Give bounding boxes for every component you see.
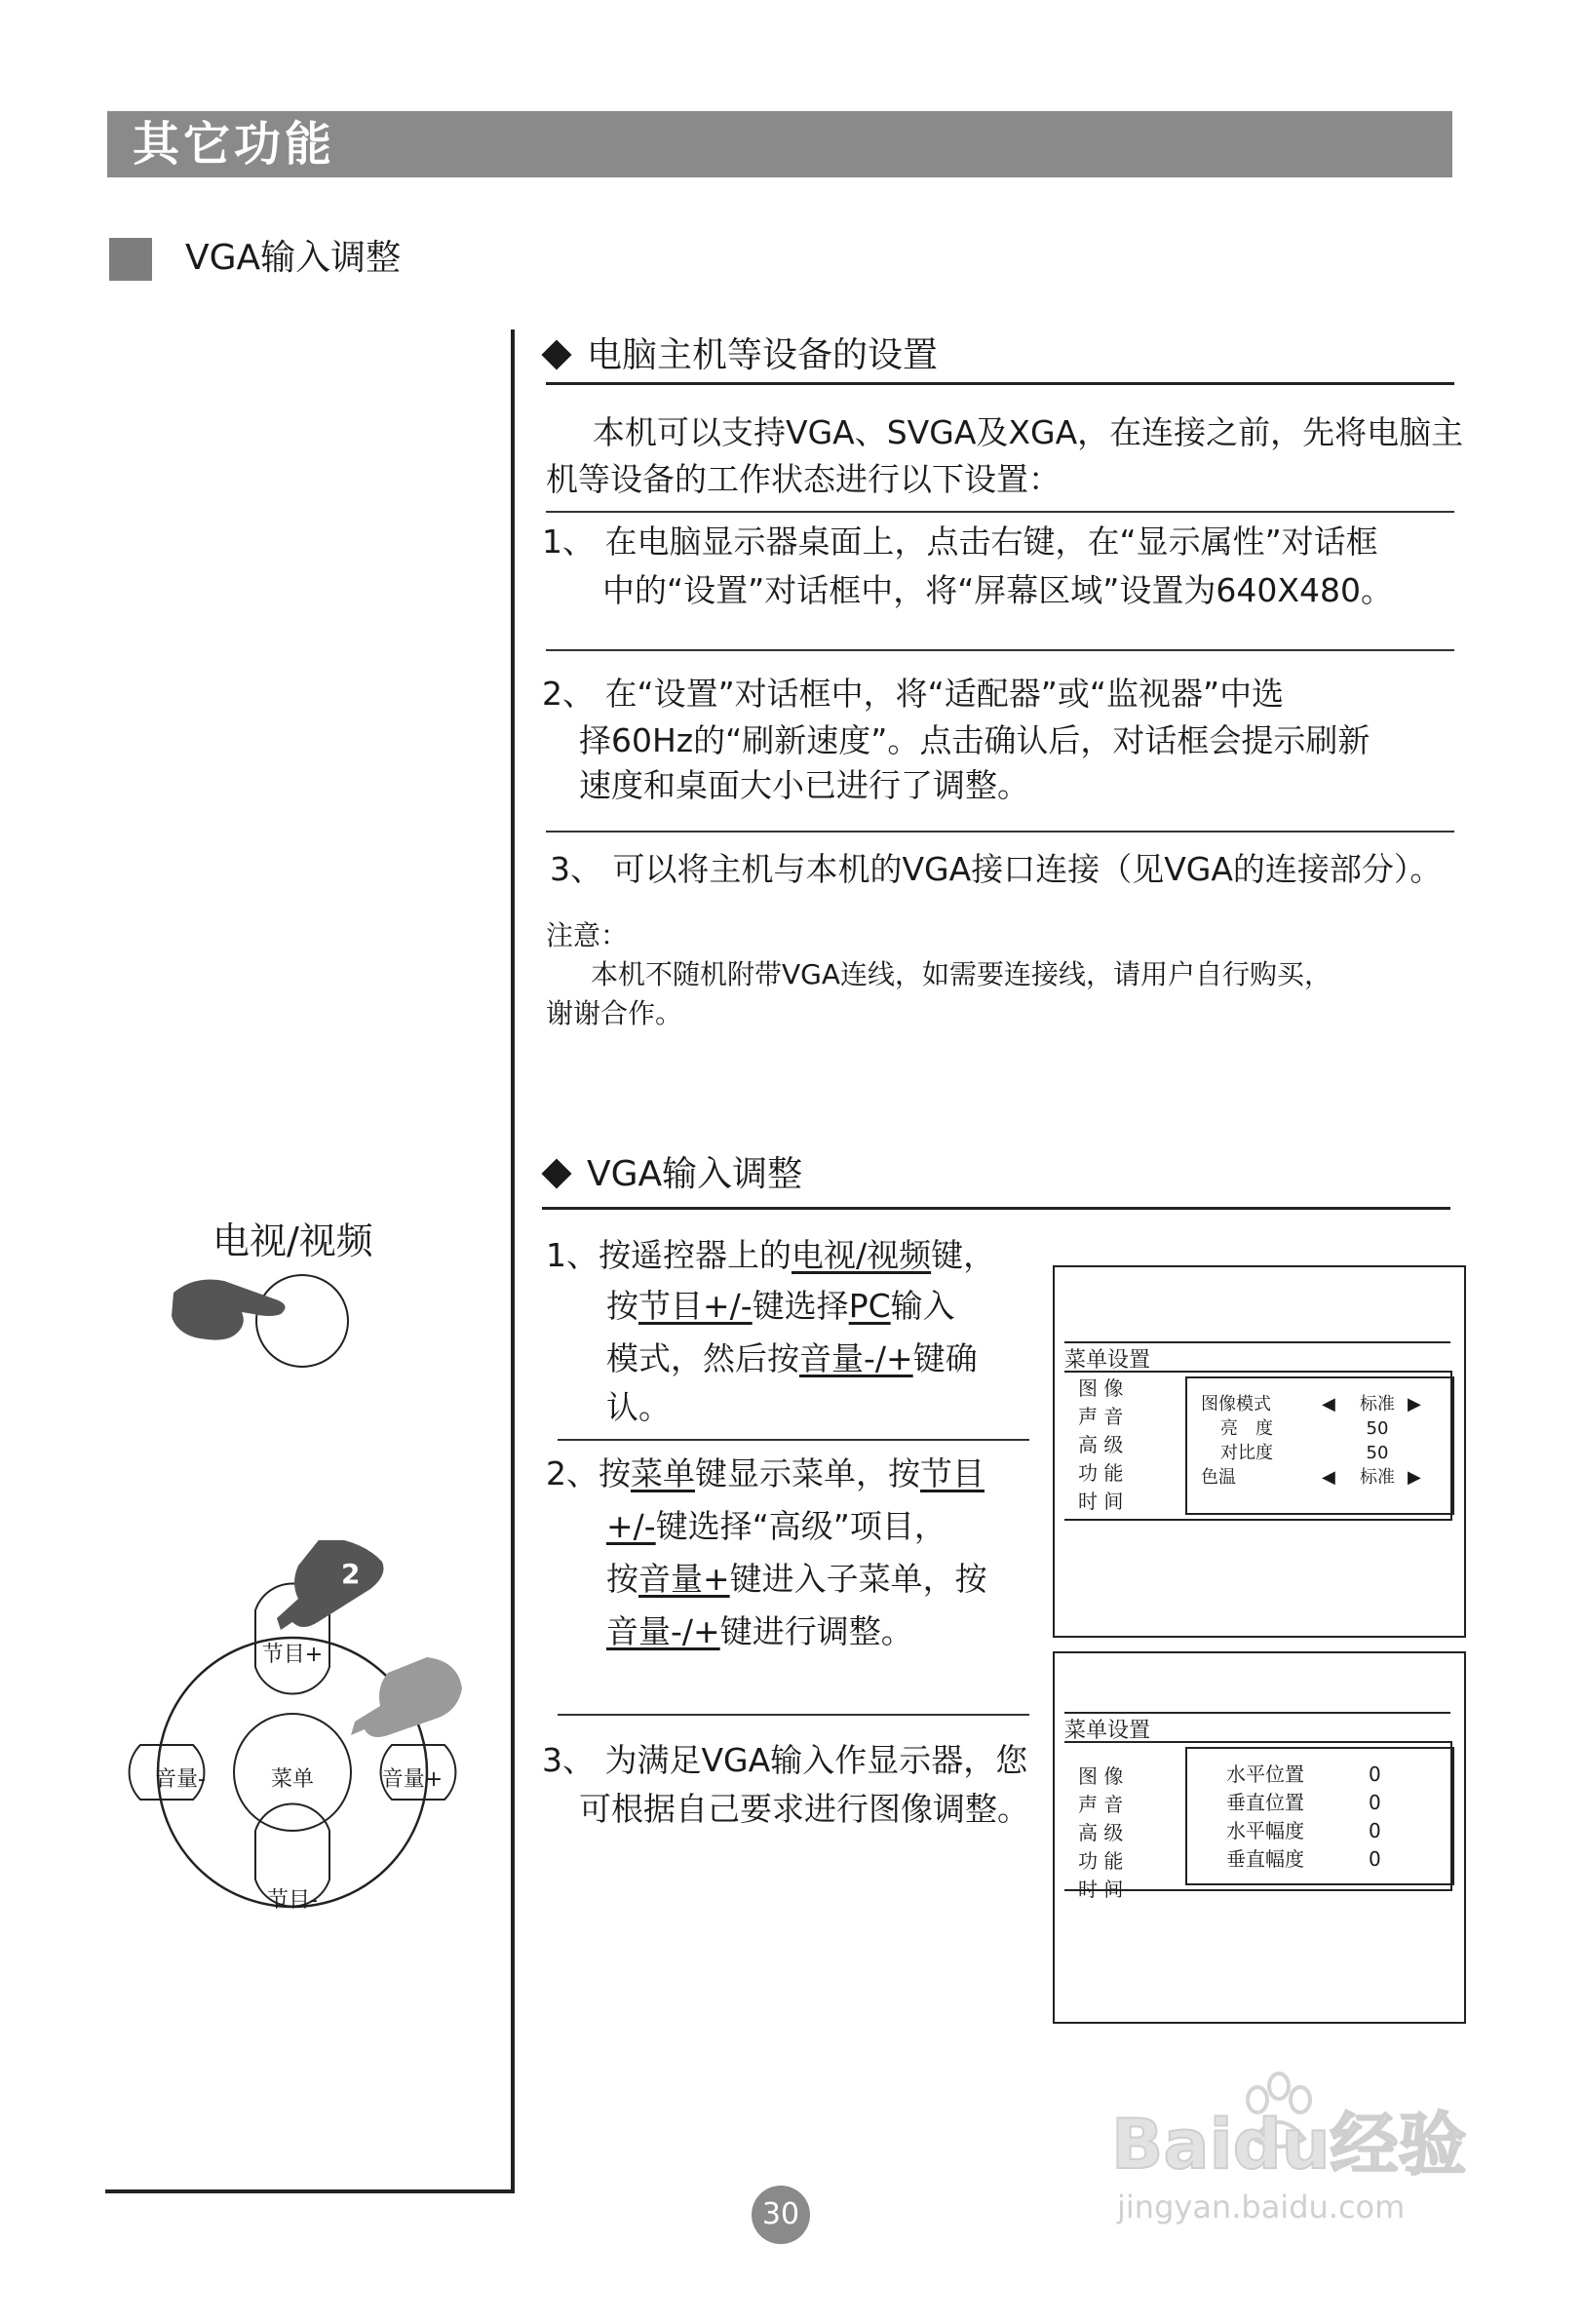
divider: [558, 1439, 1029, 1441]
pc-setup-heading: 电脑主机等设备的设置: [540, 331, 938, 380]
menu-row-color-temp[interactable]: 色温 ◀ 标准 ▶: [1201, 1467, 1421, 1488]
section-title: VGA输入调整: [185, 238, 402, 278]
vga-step-1-line-1: 1、按遥控器上的电视/视频键，: [546, 1236, 996, 1274]
menu-row-picture-mode[interactable]: 图像模式 ◀ 标准 ▶: [1201, 1394, 1421, 1414]
vga-step-1-line-4: 认。: [606, 1388, 671, 1426]
vga-step-1-line-3: 模式，然后按音量-/+键确: [606, 1339, 978, 1377]
setup-step-1-line-2: 中的“设置”对话框中，将“屏幕区域”设置为640X480。: [602, 571, 1393, 609]
vga-step-2-line-3: 按音量+键进入子菜单，按: [606, 1560, 987, 1598]
vga-step-2-line-2: +/-键选择“高级”项目，: [606, 1507, 946, 1545]
vga-adjust-heading: VGA输入调整: [540, 1150, 802, 1199]
heading-rule: [546, 382, 1454, 385]
channel-up-button[interactable]: 节目+: [261, 1643, 324, 1667]
vga-step-3-line-1: 3、 为满足VGA输入作显示器，您: [542, 1741, 1028, 1779]
arrow-left-icon[interactable]: ◀: [1322, 1467, 1335, 1488]
arrow-left-icon[interactable]: ◀: [1322, 1394, 1335, 1414]
menu-row-v-size[interactable]: 垂直幅度 0: [1226, 1847, 1381, 1871]
watermark-brand: Baidu经验: [1111, 2105, 1467, 2185]
side-item-advanced[interactable]: 高 级: [1078, 1821, 1124, 1844]
setup-step-2-line-2: 择60Hz的“刷新速度”。点击确认后，对话框会提示刷新: [579, 721, 1371, 759]
divider: [546, 831, 1454, 833]
setup-step-3: 3、 可以将主机与本机的VGA接口连接（见VGA的连接部分）。: [550, 850, 1443, 888]
menu-row-contrast[interactable]: 对比度 50: [1220, 1443, 1389, 1463]
side-item-function[interactable]: 功 能: [1078, 1461, 1124, 1485]
intro-line-1: 本机可以支持VGA、SVGA及XGA，在连接之前，先将电脑主: [593, 413, 1464, 451]
column-divider: [511, 329, 515, 2193]
setup-step-2-line-3: 速度和桌面大小已进行了调整。: [579, 766, 1029, 804]
menu-row-brightness[interactable]: 亮 度 50: [1220, 1418, 1389, 1439]
menu-title: 菜单设置: [1064, 1719, 1151, 1743]
side-item-image[interactable]: 图 像: [1078, 1376, 1124, 1400]
diamond-bullet-icon: [541, 339, 571, 369]
section-marker: [109, 238, 152, 281]
side-item-function[interactable]: 功 能: [1078, 1849, 1124, 1873]
divider: [558, 1714, 1029, 1716]
menu-row-h-position[interactable]: 水平位置 0: [1226, 1762, 1381, 1786]
divider: [546, 649, 1454, 651]
remote-pad-diagram: [117, 1540, 468, 1911]
page-number: 30: [752, 2186, 810, 2244]
divider: [546, 511, 1454, 513]
watermark-url: jingyan.baidu.com: [1117, 2188, 1406, 2226]
menu-row-h-size[interactable]: 水平幅度 0: [1226, 1819, 1381, 1842]
menu-side-list: [1078, 1375, 1123, 1516]
menu-rows: [1201, 1392, 1421, 1490]
diamond-bullet-icon: [541, 1158, 571, 1188]
vga-step-3-line-2: 可根据自己要求进行图像调整。: [579, 1790, 1029, 1828]
vga-step-2-line-4: 音量-/+键进行调整。: [606, 1612, 913, 1650]
setup-step-2-line-1: 2、 在“设置”对话框中，将“适配器”或“监视器”中选: [542, 675, 1285, 713]
heading-rule: [542, 1207, 1450, 1210]
note-line-1: 本机不随机附带VGA连线，如需要连接线，请用户自行购买，: [591, 958, 1332, 990]
side-item-advanced[interactable]: 高 级: [1078, 1433, 1124, 1456]
menu-row-v-position[interactable]: 垂直位置 0: [1226, 1791, 1381, 1814]
menu-side-list: [1078, 1762, 1123, 1904]
menu-screen-1: [1053, 1265, 1466, 1638]
step-badge-vol: 2: [458, 1692, 476, 1724]
note-title: 注意：: [546, 919, 629, 951]
arrow-right-icon[interactable]: ▶: [1408, 1467, 1421, 1488]
menu-screen-2: [1053, 1651, 1466, 2024]
setup-step-1-line-1: 1、 在电脑显示器桌面上，点击右键，在“显示属性”对话框: [542, 523, 1378, 561]
menu-rows: [1226, 1761, 1381, 1874]
side-item-time[interactable]: 时 间: [1078, 1878, 1124, 1901]
volume-up-button[interactable]: 音量+: [381, 1767, 444, 1792]
vga-step-1-line-2: 按节目+/-键选择PC输入: [606, 1287, 955, 1325]
step-badge-ch: 2: [341, 1558, 361, 1590]
note-line-2: 谢谢合作。: [546, 997, 683, 1029]
pressing-hand-icon: [166, 1265, 361, 1392]
side-item-time[interactable]: 时 间: [1078, 1490, 1124, 1513]
bottom-rule: [105, 2189, 515, 2193]
tv-video-label: 电视/视频: [212, 1220, 373, 1262]
side-item-sound[interactable]: 声 音: [1078, 1793, 1124, 1816]
side-item-sound[interactable]: 声 音: [1078, 1405, 1124, 1428]
channel-down-button[interactable]: 节目-: [267, 1888, 318, 1913]
side-item-image[interactable]: 图 像: [1078, 1764, 1124, 1788]
menu-title: 菜单设置: [1064, 1348, 1151, 1373]
vga-step-2-line-1: 2、按菜单键显示菜单，按节目: [546, 1454, 985, 1492]
intro-line-2: 机等设备的工作状态进行以下设置：: [546, 460, 1061, 498]
arrow-right-icon[interactable]: ▶: [1408, 1394, 1421, 1414]
menu-button[interactable]: 菜单: [270, 1767, 314, 1792]
volume-down-button[interactable]: 音量-: [155, 1767, 206, 1792]
page-title: 其它功能: [133, 117, 336, 172]
